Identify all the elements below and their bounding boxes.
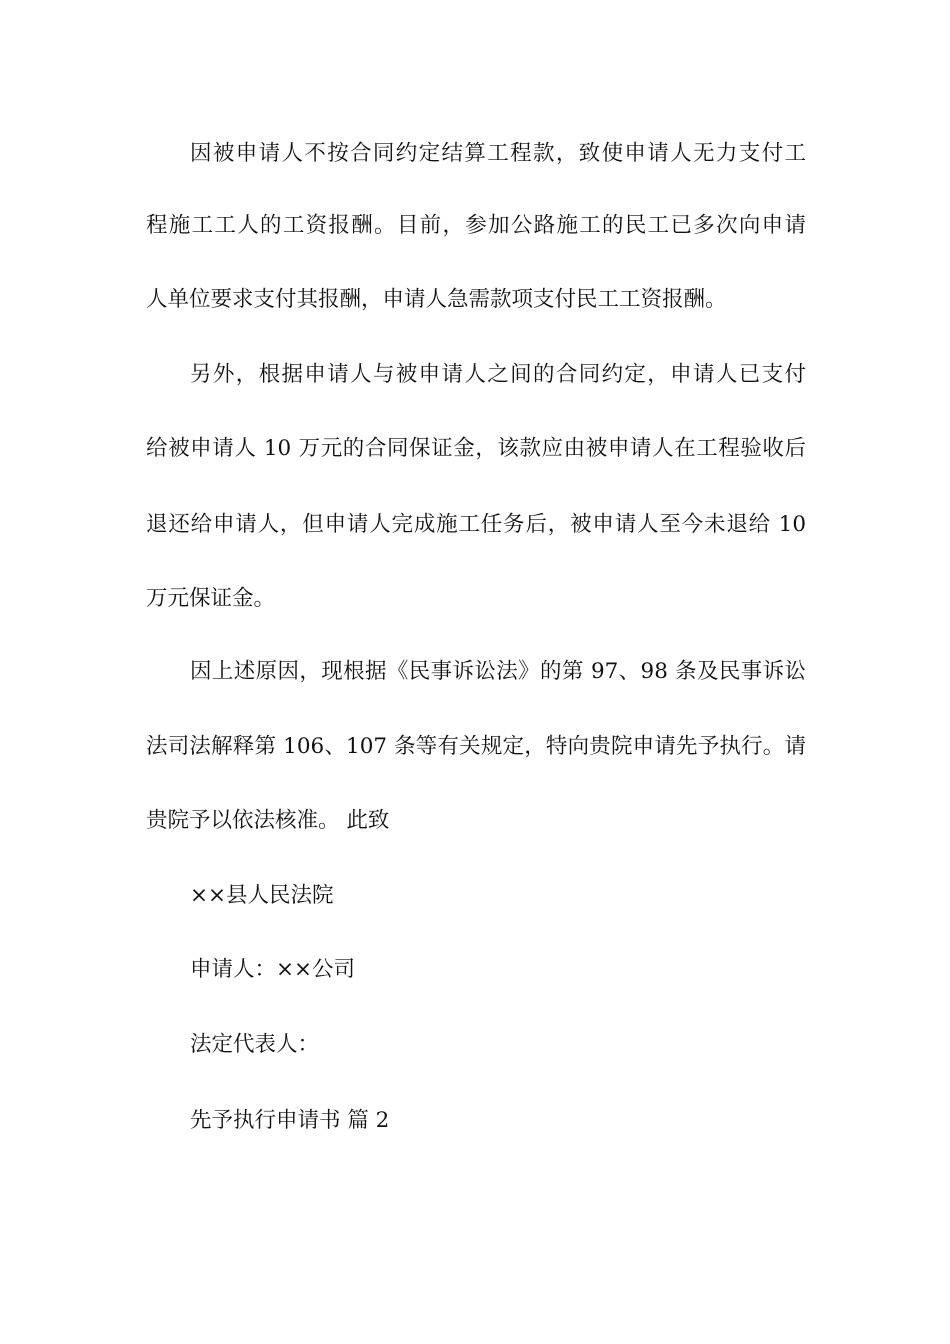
- paragraph-2-line-3: 退还给申请人，但申请人完成施工任务后，被申请人至今未退给 10: [146, 512, 806, 537]
- paragraph-2-line-4: 万元保证金。: [146, 586, 276, 611]
- paragraph-1-line-2: 程施工工人的工资报酬。目前，参加公路施工的民工已多次向申请: [146, 213, 806, 238]
- paragraph-3-line-3: 贵院予以依法核准。 此致: [146, 808, 390, 833]
- paragraph-2-line-1: 另外，根据申请人与被申请人之间的合同约定，申请人已支付: [190, 362, 806, 387]
- paragraph-1-line-1: 因被申请人不按合同约定结算工程款，致使申请人无力支付工: [190, 141, 806, 166]
- legal-representative-line: 法定代表人：: [190, 1032, 320, 1057]
- paragraph-2-line-2: 给被申请人 10 万元的合同保证金，该款应由被申请人在工程验收后: [146, 436, 806, 461]
- paragraph-1-line-3: 人单位要求支付其报酬，申请人急需款项支付民工工资报酬。: [146, 287, 727, 312]
- applicant-line: 申请人：××公司: [190, 957, 356, 982]
- court-name: ××县人民法院: [190, 883, 334, 908]
- paragraph-3-line-1: 因上述原因，现根据《民事诉讼法》的第 97、98 条及民事诉讼: [190, 659, 806, 684]
- next-section-title: 先予执行申请书 篇 2: [190, 1108, 390, 1133]
- paragraph-3-line-2: 法司法解释第 106、107 条等有关规定，特向贵院申请先予执行。请: [146, 734, 806, 759]
